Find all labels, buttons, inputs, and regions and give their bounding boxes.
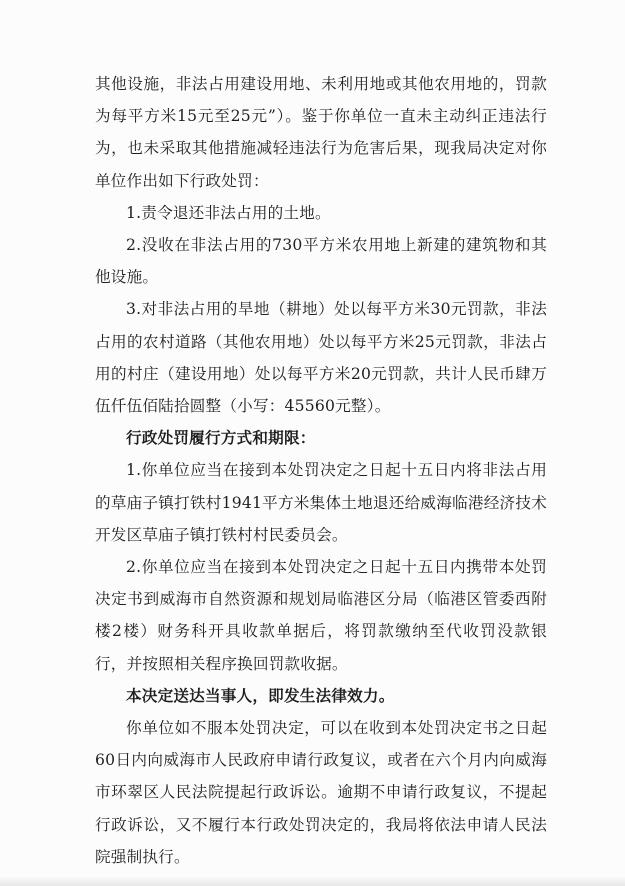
fulfillment-item-1: 1.你单位应当在接到本处罚决定之日起十五日内将非法占用的草庙子镇打铁村1941平方米集体土地退还给威海临港经济技术开发区草庙子镇打铁村村民委员会。 — [95, 461, 547, 544]
penalty-item-1: 1.责令退还非法占用的土地。 — [126, 203, 331, 222]
document-body — [95, 68, 547, 873]
effect-statement: 本决定送达当事人，即发生法律效力。 — [126, 685, 395, 705]
section-heading-fulfillment: 行政处罚履行方式和期限： — [126, 428, 316, 448]
appeal-rights-paragraph: 你单位如不服本处罚决定，可以在收到本处罚决定书之日起60日内向威海市人民政府申请行政复议，或者在六个月内向威海市环翠区人民法院提起行政诉讼。逾期不申请行政复议，不提起行政诉讼，又不履行本行政处罚决定的，我局将依法申请人民法院强制执行。 — [95, 719, 547, 866]
penalty-item-2: 2.没收在非法占用的730平方米农用地上新建的建筑物和其他设施。 — [95, 236, 547, 287]
paragraph-continuation: 其他设施，非法占用建设用地、未利用地或其他农用地的，罚款为每平方米15元至25元”）。鉴于你单位一直未主动纠正违法行为，也未采取其他措施减轻违法行为危害后果，现我局决定对你单位作出如下行政处罚： — [95, 75, 547, 190]
penalty-item-3: 3.对非法占用的旱地（耕地）处以每平方米30元罚款，非法占用的农村道路（其他农用地）处以每平方米25元罚款，非法占用的村庄（建设用地）处以每平方米20元罚款，共计人民币肆万伍仟伍佰陆拾圆整（小写：45560元整）。 — [95, 300, 547, 416]
scan-bottom-edge — [0, 876, 625, 886]
fulfillment-item-2: 2.你单位应当在接到本处罚决定之日起十五日内携带本处罚决定书到威海市自然资源和规划局临港区分局（临港区管委西附楼2楼）财务科开具收款单据后，将罚款缴纳至代收罚没款银行，并按照相关程序换回罚款收据。 — [95, 558, 547, 673]
